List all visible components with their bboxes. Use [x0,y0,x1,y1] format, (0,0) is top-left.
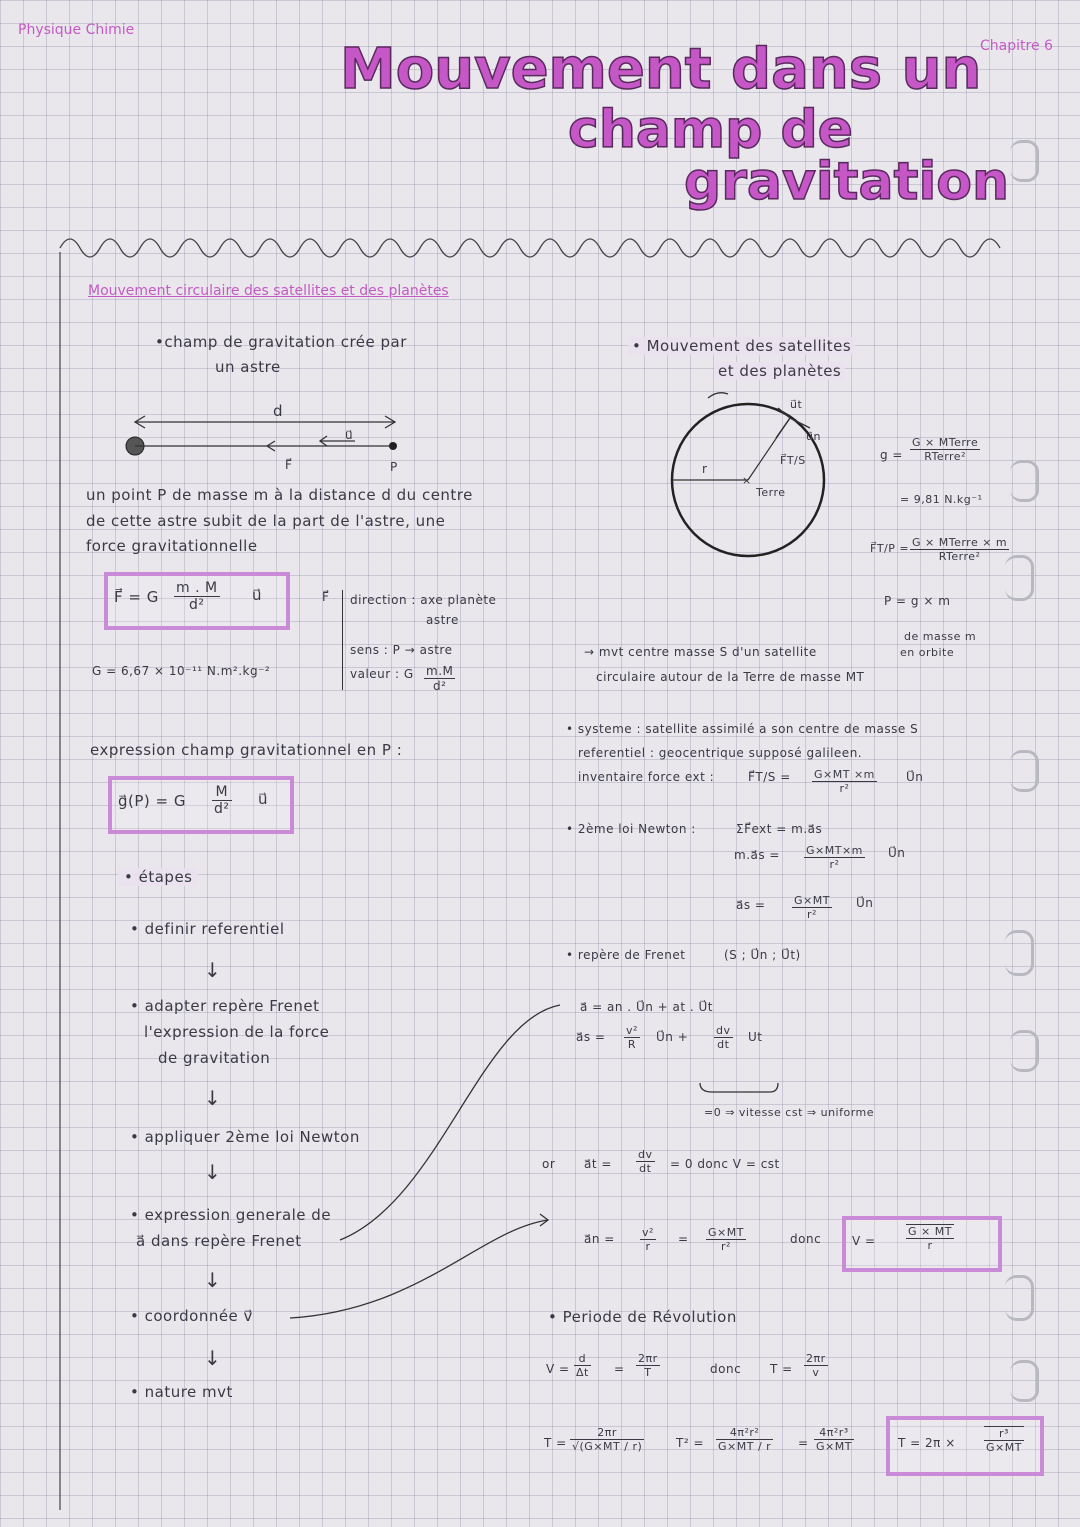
en-orbite: en orbite [900,646,955,659]
char-F: F⃗ [322,590,330,604]
as2-frac [624,1024,640,1051]
an-frac-2 [706,1226,746,1253]
step-4a: • expression generale de [130,1206,332,1224]
v-num2: 2πr [638,1352,658,1365]
mas-lhs: m.a⃗s = [734,848,780,862]
as2-den2: dt [717,1038,730,1051]
step-6: • nature mvt [130,1383,233,1401]
step-5: • coordonnée v⃗ [130,1307,253,1325]
arrow-down-icon: ↓ [204,1268,222,1292]
mvt-line-2: circulaire autour de la Terre de masse MT [596,670,865,684]
astre-diagram [115,398,415,478]
period-formula-box [886,1416,1044,1476]
circle-ut: u⃗t [790,398,803,411]
arrow-down-icon: ↓ [204,1086,222,1110]
t-lhs: T = [770,1362,793,1376]
section-title: Mouvement circulaire des satellites et des planètes [88,283,449,299]
circle-fts: F⃗T/S [780,454,806,467]
velocity-formula-box [842,1216,1002,1272]
systeme-line: • systeme : satellite assimilé a son centre de masse S [566,722,919,736]
char-valeur: valeur : G [350,667,414,681]
t-final-frac [984,1426,1024,1454]
step-3: • appliquer 2ème loi Newton [130,1128,360,1146]
force-formula-lhs: F⃗ = G [114,588,159,606]
frenet-label: • repère de Frenet [566,948,686,962]
vitesse-cst: =0 ⇒ vitesse cst ⇒ uniforme [704,1106,875,1119]
text-line-1: un point P de masse m à la distance d du centre [86,486,473,504]
v-final-lhs: V = [852,1234,876,1248]
title-line-2: champ de [568,100,853,160]
step-2c: de gravitation [158,1049,271,1067]
as-lhs: a⃗s = [736,898,766,912]
f-earth-den: RTerre² [938,550,981,563]
an-num: v² [642,1226,654,1239]
as2-num2: dv [716,1024,731,1037]
as2-end: Ut [748,1030,763,1044]
t-final-den: G×MT [986,1441,1022,1454]
champ-heading: •champ de gravitation crée par [155,333,407,351]
text-line-3: force gravitationnelle [86,537,258,555]
champ-heading-2: un astre [215,358,281,376]
t-final-lhs: T = 2π × [898,1436,956,1450]
an-num2: G×MT [708,1226,744,1239]
t-den: v [812,1366,820,1379]
v-lhs: V = [546,1362,570,1376]
title-line-1: Mouvement dans un [340,37,982,102]
diagram-P: P [390,460,398,474]
mvt-heading: • Mouvement des satellites [628,337,855,355]
p-formula: P = g × m [884,594,951,608]
t3-num2: 4π²r³ [814,1426,854,1440]
v-frac-2 [636,1352,660,1379]
as2-lhs: a⃗s = [576,1030,606,1044]
char-direction: direction : axe planète [350,593,497,607]
circle-terre: Terre [756,486,786,499]
t2-frac [570,1426,644,1453]
v-den2: T [644,1366,652,1379]
inventaire-u: U⃗n [906,770,924,784]
mas-u: U⃗n [888,846,906,860]
diagram-d: d [273,402,284,420]
f-earth-lhs: F⃗T/P = [870,542,910,555]
as-u: U⃗n [856,896,874,910]
text-line-2: de cette astre subit de la part de l'astre, une [86,512,446,530]
expression-label: expression champ gravitationnel en P : [90,741,403,759]
g-earth-value: = 9,81 N.kg⁻¹ [900,493,983,506]
diagram-F: F⃗ [285,458,293,472]
valeur-den: d² [432,679,447,693]
as2-den: R [627,1038,637,1051]
inventaire-lhs: F⃗T/S = [748,770,791,784]
v-eq: = [614,1362,625,1376]
as2-mid: U⃗n + [656,1030,689,1044]
inv-den: r² [839,782,850,795]
circle-un: u⃗n [806,430,821,443]
at-lhs: a⃗t = [584,1157,612,1171]
g-formula-lhs: g⃗(P) = G [118,792,186,810]
g-formula-u: u⃗ [258,790,269,808]
at-den: dt [639,1162,652,1175]
t2-lhs: T = [544,1436,567,1450]
force-formula-frac [174,580,220,613]
v-final-den: r [927,1239,933,1252]
or-label: or [542,1157,556,1171]
as-den: r² [807,908,817,921]
as-frac [792,894,832,921]
arrow-down-icon: ↓ [204,1346,222,1370]
g-den: d² [214,801,230,817]
force-formula-box [104,572,290,630]
newton-eq: ΣF⃗ext = m.a⃗s [736,822,823,836]
valeur-num: m.M [426,664,454,678]
char-sens: sens : P → astre [350,643,453,657]
etapes-heading: • étapes [118,868,198,886]
t2-num: 2πr [570,1426,644,1440]
g-formula-box [108,776,294,834]
inventaire-line: inventaire force ext : [578,770,715,784]
an-lhs: a⃗n = [584,1232,615,1246]
g-earth-den: RTerre² [924,450,966,463]
v-final-frac [906,1224,954,1252]
a-expression: a⃗ = an . U⃗n + at . U⃗t [580,1000,714,1014]
f-earth-frac [910,536,1009,563]
referentiel-line: referentiel : geocentrique supposé galileen. [578,746,863,760]
t3-den2: G×MT [816,1440,852,1453]
at-rhs: = 0 donc V = cst [670,1157,780,1171]
mvt-heading-2: et des planètes [714,362,845,380]
force-num: m . M [176,580,218,596]
svg-text:×: × [742,474,752,487]
an-den: r [645,1240,651,1253]
at-frac [636,1148,655,1175]
t3-lhs: T² = [676,1436,705,1450]
g-num: M [212,784,232,801]
an-eq: = [678,1232,689,1246]
circle-r: r [702,462,708,476]
step-2b: l'expression de la force [144,1023,330,1041]
diagram-u: u⃗ [345,428,354,442]
mas-num: G×MT×m [806,844,863,857]
force-formula-u: u⃗ [252,586,263,604]
de-masse: de masse m [904,630,977,643]
an-den2: r² [721,1240,731,1253]
arrow-down-icon: ↓ [204,1160,222,1184]
G-value: G = 6,67 × 10⁻¹¹ N.m².kg⁻² [92,664,271,678]
t-final-num: r³ [984,1427,1024,1441]
mvt-line-1: → mvt centre masse S d'un satellite [584,645,817,659]
frenet-basis: (S ; U⃗n ; U⃗t) [724,948,801,962]
newton-label: • 2ème loi Newton : [566,822,696,836]
as2-frac-2 [714,1024,733,1051]
f-earth-num: G × MTerre × m [912,536,1008,549]
inv-num: G×MT ×m [814,768,875,781]
an-frac [640,1226,656,1253]
arrow-down-icon: ↓ [204,958,222,982]
char-divider [342,590,343,690]
step-1: • definir referentiel [130,920,285,938]
v-num: d [574,1352,591,1366]
t-frac [804,1352,828,1379]
as2-num: v² [626,1024,638,1037]
orbit-diagram [668,380,838,570]
an-donc: donc [790,1232,822,1246]
t3-eq: = [798,1436,809,1450]
g-formula-frac [212,784,232,817]
t3-frac-2 [814,1426,854,1453]
chapter-label: Chapitre 6 [980,38,1053,54]
inventaire-frac [812,768,877,795]
t-num: 2πr [806,1352,826,1365]
g-earth-frac [910,436,980,463]
title-line-3: gravitation [684,152,1010,212]
char-valeur-frac [424,664,455,693]
t-donc: donc [710,1362,742,1376]
t2-den: √(G×MT / r) [572,1440,643,1453]
g-earth-num: G × MTerre [912,436,979,449]
g-earth-lhs: g = [880,448,903,462]
at-num: dv [638,1148,653,1161]
mas-den: r² [829,858,840,871]
as-num: G×MT [794,894,830,907]
periode-heading: • Periode de Révolution [548,1308,737,1326]
step-4b: a⃗ dans repère Frenet [136,1232,302,1250]
mas-frac [804,844,865,871]
step-2a: • adapter repère Frenet [130,997,320,1015]
v-frac [574,1352,591,1379]
v-final-num: G × MT [908,1225,952,1238]
t3-den: G×MT / r [718,1440,772,1453]
t3-frac [716,1426,773,1453]
v-den: Δt [576,1366,589,1379]
t3-num: 4π²r² [716,1426,773,1440]
force-den: d² [189,597,205,613]
subject-label: Physique Chimie [18,22,135,38]
char-direction-2: astre [426,613,459,627]
